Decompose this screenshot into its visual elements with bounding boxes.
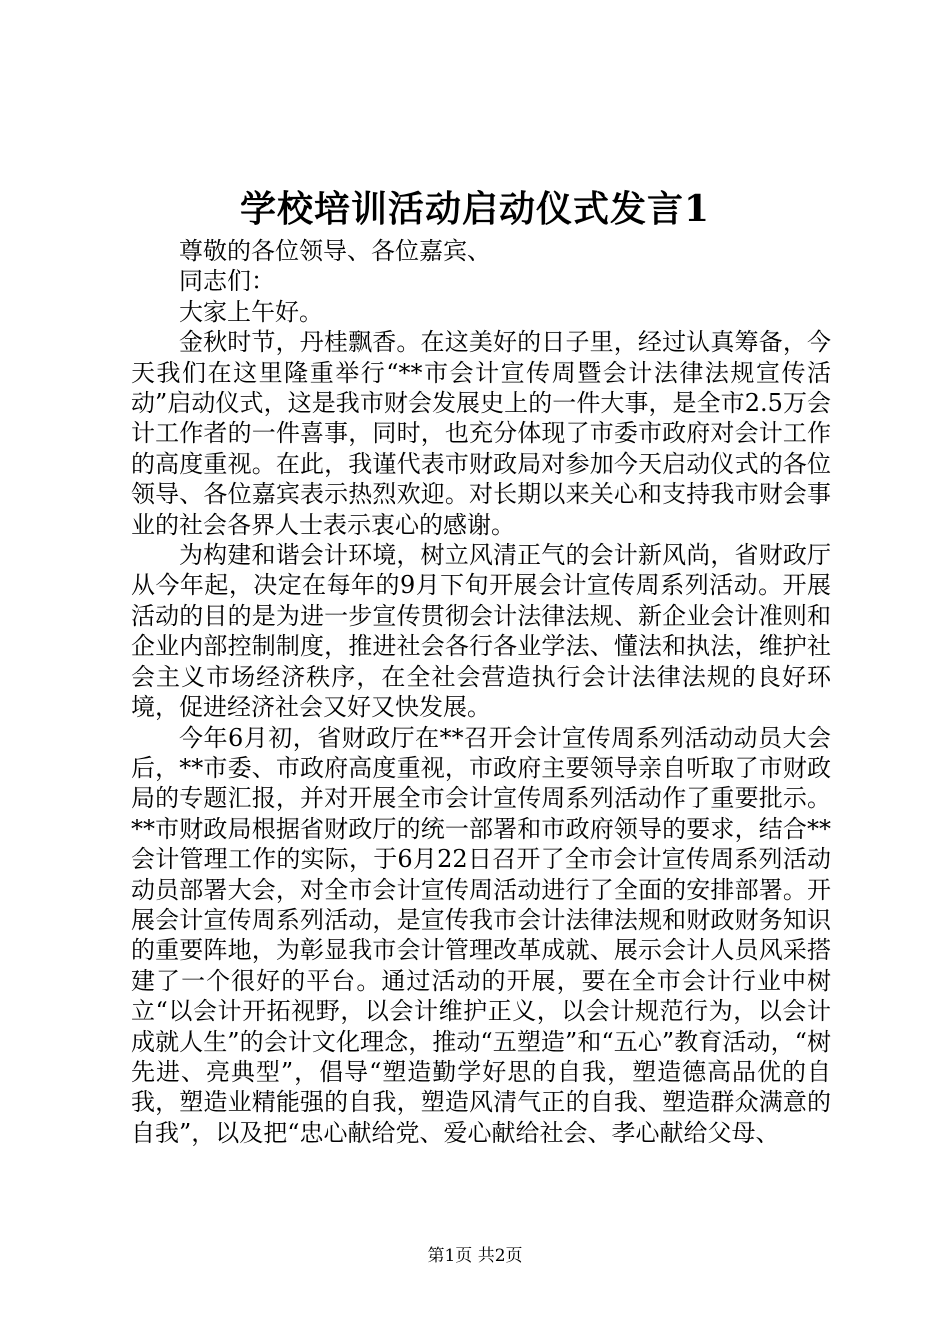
body-paragraph: 今年6月初，省财政厅在**召开会计宣传周系列活动动员大会后，**市委、市政府高度重视，市政府主要领导亲自听取了市财政局的专题汇报，并对开展全市会计宣传周系列活动作了重要批示。**市财政局根据省财政厅的统一部署和市政府领导的要求，结合**会计管理工作的实际，于6月22日召开了全市会计宣传周系列活动动员部署大会，对全市会计宣传周活动进行了全面的安排部署。开展会计宣传周系列活动，是宣传我市会计法律法规和财政财务知识的重要阵地，为彰显我市会计管理改革成就、展示会计人员风采搭建了一个很好的平台。通过活动的开展，要在全市会计行业中树立“以会计开拓视野，以会计维护正义，以会计规范行为，以会计成就人生”的会计文化理念，推动“五塑造”和“五心”教育活动，“树先进、亮典型”，倡导“塑造勤学好思的自我，塑造德高品优的自我，塑造业精能强的自我，塑造风清气正的自我、塑造群众满意的自我”，以及把“忠心献给党、爱心献给社会、孝心献给父母、 — [131, 723, 831, 1147]
document-title: 学校培训活动启动仪式发言1 — [239, 188, 711, 230]
document-body — [131, 236, 831, 1148]
salutation-line: 尊敬的各位领导、各位嘉宾、 — [179, 237, 491, 265]
greeting-line: 大家上午好。 — [179, 297, 323, 326]
salutation-line: 同志们： — [179, 267, 275, 296]
page-number-footer: 第1页 共2页 — [427, 1246, 523, 1266]
body-paragraph: 为构建和谐会计环境，树立风清正气的会计新风尚，省财政厅从今年起，决定在每年的9月下旬开展会计宣传周系列活动。开展活动的目的是为进一步宣传贯彻会计法律法规、新企业会计准则和企业内部控制制度，推进社会各行各业学法、懂法和执法，维护社会主义市场经济秩序，在全社会营造执行会计法律法规的良好环境，促进经济社会又好又快发展。 — [131, 541, 831, 722]
body-paragraph: 金秋时节，丹桂飘香。在这美好的日子里，经过认真筹备，今天我们在这里隆重举行“**市会计宣传周暨会计法律法规宣传活动”启动仪式，这是我市财会发展史上的一件大事，是全市2.5万会计工作者的一件喜事，同时，也充分体现了市委市政府对会计工作的高度重视。在此，我谨代表市财政局对参加今天启动仪式的各位领导、各位嘉宾表示热烈欢迎。对长期以来关心和支持我市财会事业的社会各界人士表示衷心的感谢。 — [131, 328, 831, 539]
